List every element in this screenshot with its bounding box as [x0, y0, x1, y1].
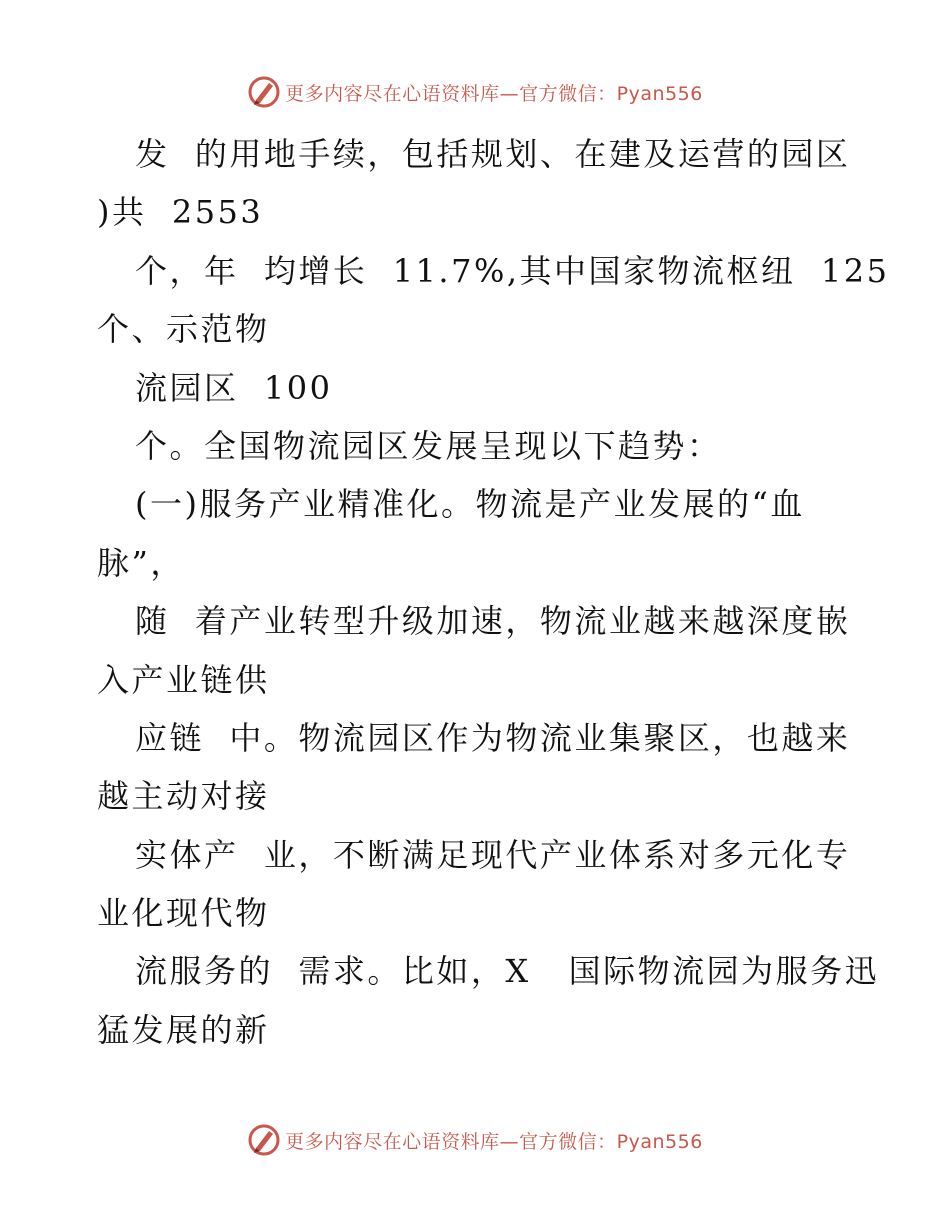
body-line: 流园区 100 — [135, 368, 333, 407]
body-line: 应链 中。物流园区作为物流业集聚区，也越来 — [135, 718, 851, 757]
body-line: 越主动对接 — [97, 777, 270, 816]
body-line: 个。全国物流园区发展呈现以下趋势： — [135, 426, 722, 465]
body-line: 实体产 业，不断满足现代产业体系对多元化专 — [135, 835, 851, 874]
pen-in-circle-logo-icon — [247, 1123, 281, 1157]
body-line: 业化现代物 — [97, 894, 270, 933]
document-body — [97, 125, 897, 1059]
header-banner — [0, 72, 950, 112]
body-line: 入产业链供 — [97, 660, 270, 699]
body-line: 个，年 均增长 11.7%,其中国家物流枢纽 125 — [135, 251, 890, 290]
body-line: 随 着产业转型升级加速，物流业越来越深度嵌 — [135, 602, 851, 641]
body-line: 个、示范物 — [97, 310, 270, 349]
body-line: )共 2553 — [97, 193, 264, 232]
footer-banner-text: 更多内容尽在心语资料库—官方微信：Pyan556 — [285, 1130, 703, 1153]
body-line: 流服务的 需求。比如，X 国际物流园为服务迅 — [135, 952, 880, 991]
footer-banner — [0, 1120, 950, 1160]
body-line: 脉”， — [97, 543, 185, 582]
body-line: 发 的用地手续，包括规划、在建及运营的园区 — [135, 135, 851, 173]
header-banner-text: 更多内容尽在心语资料库—官方微信：Pyan556 — [285, 82, 703, 105]
pen-in-circle-logo-icon — [247, 75, 281, 109]
body-line: (一)服务产业精准化。物流是产业发展的“血 — [135, 485, 805, 524]
body-line: 猛发展的新 — [97, 1010, 270, 1049]
